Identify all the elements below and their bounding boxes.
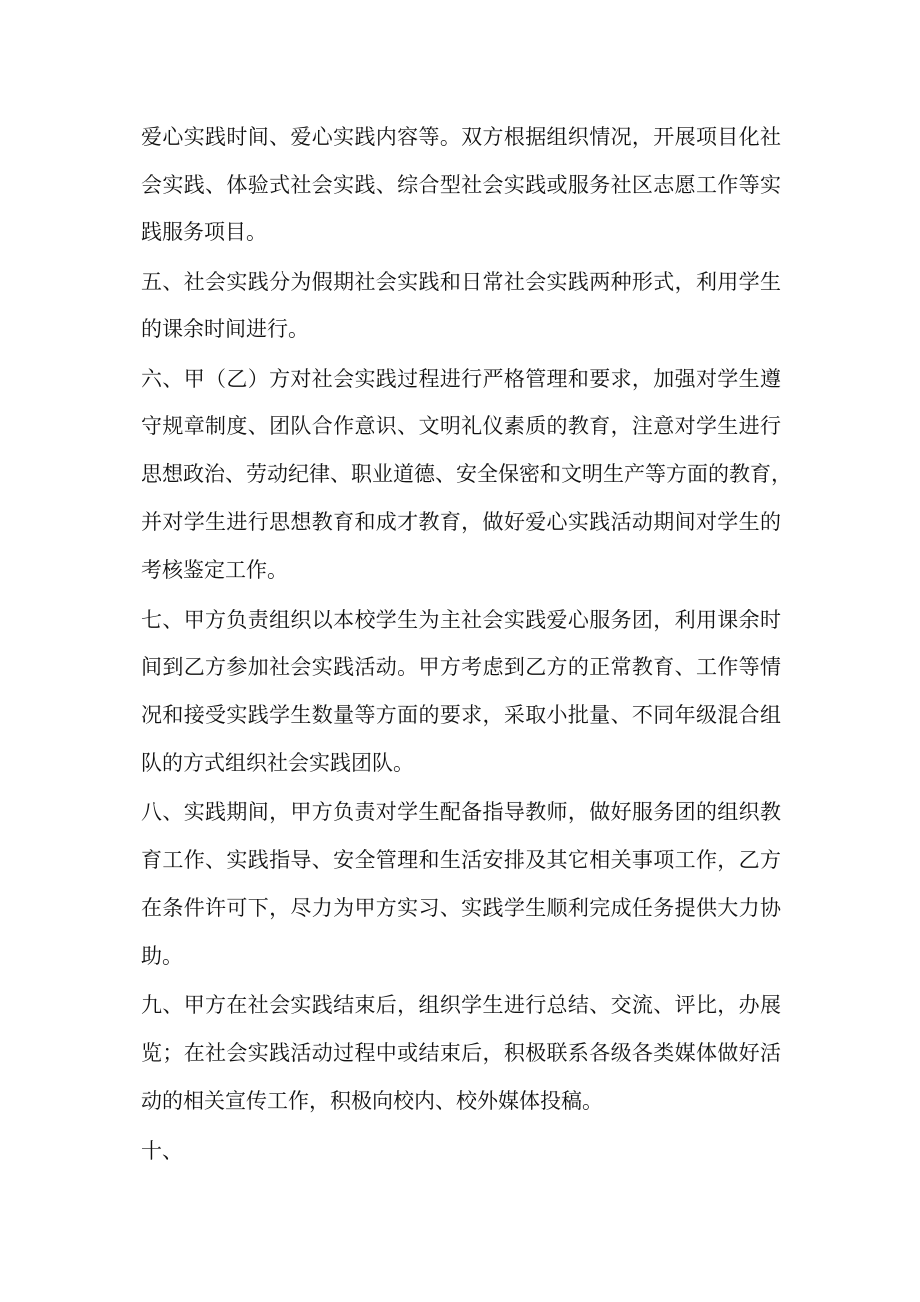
text-line: 考核鉴定工作。 — [141, 558, 288, 582]
text-line: 七、甲方负责组织以本校学生为主社会实践爱心服务团，利用课余时 — [141, 608, 781, 632]
text-line: 守规章制度、团队合作意识、文明礼仪素质的教育，注意对学生进行 — [141, 414, 781, 438]
text-line: 践服务项目。 — [141, 220, 267, 244]
text-line: 的课余时间进行。 — [141, 317, 309, 341]
text-line: 爱心实践时间、爱心实践内容等。双方根据组织情况，开展项目化社 — [141, 125, 781, 149]
text-line: 并对学生进行思想教育和成才教育，做好爱心实践活动期间对学生的 — [141, 510, 781, 534]
text-line: 育工作、实践指导、安全管理和生活安排及其它相关事项工作，乙方 — [141, 848, 781, 872]
text-line: 助。 — [141, 944, 183, 968]
text-line: 十、 — [141, 1139, 183, 1163]
text-line: 在条件许可下，尽力为甲方实习、实践学生顺利完成任务提供大力协 — [141, 896, 781, 920]
text-line: 五、社会实践分为假期社会实践和日常社会实践两种形式，利用学生 — [141, 270, 781, 294]
text-line: 八、实践期间，甲方负责对学生配备指导教师，做好服务团的组织教 — [141, 800, 781, 824]
text-line: 动的相关宣传工作，积极向校内、校外媒体投稿。 — [141, 1089, 603, 1113]
text-line: 六、甲（乙）方对社会实践过程进行严格管理和要求，加强对学生遵 — [141, 367, 781, 391]
text-line: 览；在社会实践活动过程中或结束后，积极联系各级各类媒体做好活 — [141, 1041, 781, 1065]
text-line: 间到乙方参加社会实践活动。甲方考虑到乙方的正常教育、工作等情 — [141, 655, 781, 679]
text-line: 队的方式组织社会实践团队。 — [141, 751, 414, 775]
text-line: 会实践、体验式社会实践、综合型社会实践或服务社区志愿工作等实 — [141, 173, 781, 197]
text-line: 思想政治、劳动纪律、职业道德、安全保密和文明生产等方面的教育， — [141, 462, 792, 486]
text-line: 况和接受实践学生数量等方面的要求，采取小批量、不同年级混合组 — [141, 703, 781, 727]
text-line: 九、甲方在社会实践结束后，组织学生进行总结、交流、评比，办展 — [141, 993, 781, 1017]
